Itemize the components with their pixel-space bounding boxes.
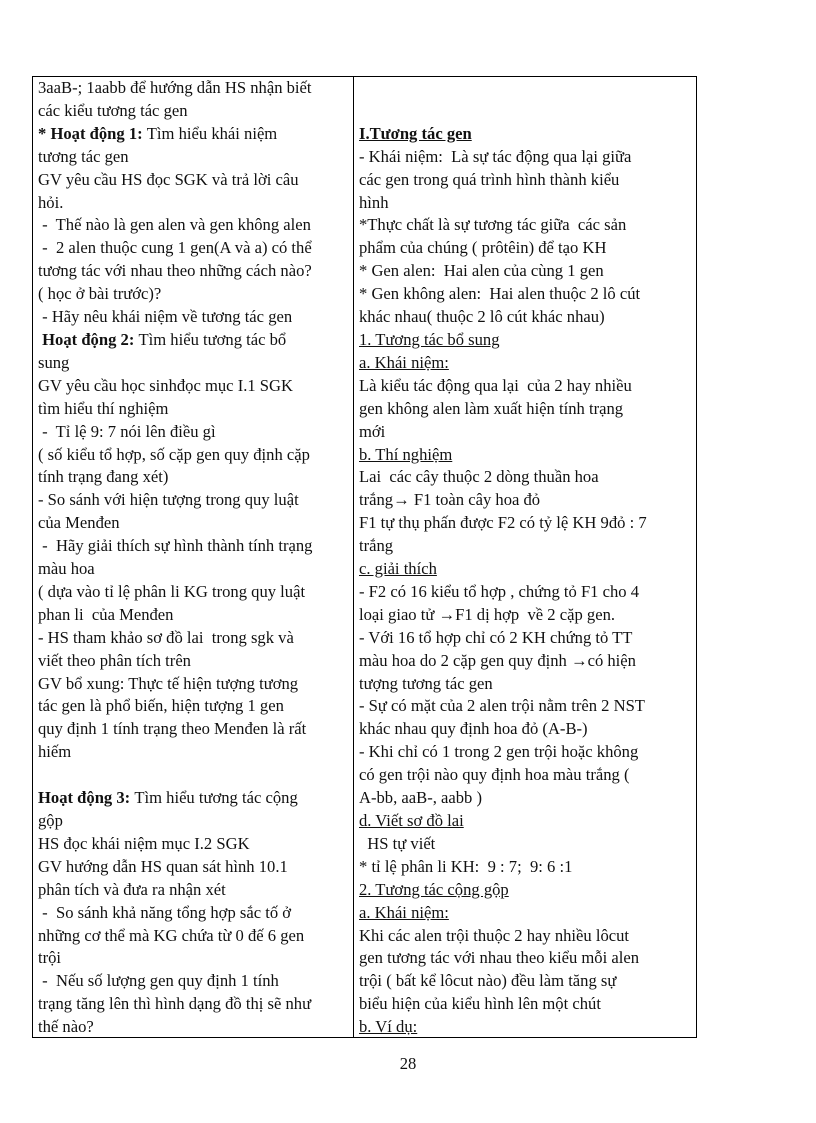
text-segment: HS tự viết	[359, 833, 436, 853]
text-segment: - So sánh với hiện tượng trong quy luật	[38, 490, 299, 510]
right-column-line	[359, 123, 692, 146]
text-segment: màu hoa do 2 cặp gen quy định →có hiện	[359, 650, 636, 670]
left-column-line	[38, 718, 349, 741]
left-column-line	[38, 237, 349, 260]
right-column-line	[359, 1016, 692, 1039]
right-column-line	[359, 695, 692, 718]
text-segment: tìm hiểu thí nghiệm	[38, 398, 169, 418]
right-column-line	[359, 535, 692, 558]
text-segment: b. Ví dụ:	[359, 1017, 418, 1037]
text-segment: I.Tương tác gen	[359, 123, 472, 143]
right-column-line	[359, 512, 692, 535]
left-column-line	[38, 77, 349, 100]
text-segment: có gen trội nào quy định hoa màu trắng (	[359, 765, 630, 785]
left-column-line	[38, 833, 349, 856]
left-column-line	[38, 1016, 349, 1039]
text-segment: F1 tự thụ phấn được F2 có tỷ lệ KH 9đỏ : 7	[359, 513, 647, 533]
left-column-line	[38, 169, 349, 192]
text-segment: hỏi.	[38, 192, 64, 212]
text-segment: - F2 có 16 kiểu tổ hợp , chứng tỏ F1 cho 4	[359, 581, 640, 601]
right-column-line	[359, 925, 692, 948]
text-segment: A-bb, aaB-, aabb )	[359, 788, 483, 808]
right-column-line	[359, 444, 692, 467]
text-segment: d. Viết sơ đồ lai	[359, 811, 464, 830]
right-column-line	[359, 169, 692, 192]
left-column-line	[38, 856, 349, 879]
text-segment: trắng→ F1 toàn cây hoa đỏ	[359, 490, 541, 510]
text-segment: 2. Tương tác cộng gộp	[359, 879, 509, 899]
text-segment: trắng	[359, 536, 394, 556]
left-column-line	[38, 764, 349, 787]
left-column-line	[38, 787, 349, 810]
right-column-line	[359, 146, 692, 169]
right-column-line	[359, 764, 692, 787]
left-column-line	[38, 558, 349, 581]
text-segment: GV hướng dẫn HS quan sát hình 10.1	[38, 856, 288, 876]
text-segment: - Nếu số lượng gen quy định 1 tính	[38, 971, 279, 991]
right-column-line	[359, 375, 692, 398]
text-segment: - 2 alen thuộc cung 1 gen(A và a) có thể	[38, 238, 312, 258]
text-segment: 3aaB-; 1aabb để hướng dẫn HS nhận biết	[38, 78, 312, 97]
text-segment: tác gen là phổ biến, hiện tượng 1 gen	[38, 696, 284, 716]
text-segment: phẩm của chúng ( prôtêin) để tạo KH	[359, 238, 607, 258]
text-segment: tương tác gen	[38, 146, 129, 166]
left-column-line	[38, 260, 349, 283]
left-column-line	[38, 947, 349, 970]
right-column-line	[359, 833, 692, 856]
right-column-line	[359, 192, 692, 215]
right-column-line	[359, 902, 692, 925]
text-segment: - Khái niệm: Là sự tác động qua lại giữa	[359, 146, 632, 166]
text-segment: trội ( bất kể lôcut nào) đều làm tăng sự	[359, 971, 617, 991]
text-segment: phân tích và đưa ra nhận xét	[38, 879, 226, 899]
right-column-line	[359, 627, 692, 650]
text-segment: Tìm hiểu khái niệm	[146, 123, 278, 143]
text-segment: các kiểu tương tác gen	[38, 100, 188, 120]
text-segment: mới	[359, 421, 386, 441]
left-column-line	[38, 810, 349, 833]
left-column-line	[38, 512, 349, 535]
text-segment: GV yêu cầu học sinhđọc mục I.1 SGK	[38, 375, 294, 395]
text-segment: * Gen alen: Hai alen của cùng 1 gen	[359, 261, 604, 281]
right-column-line	[359, 581, 692, 604]
right-column-line	[359, 421, 692, 444]
text-segment: * tỉ lệ phân li KH: 9 : 7; 9: 6 :1	[359, 856, 573, 876]
text-segment: trội	[38, 948, 62, 968]
left-column-line	[38, 993, 349, 1016]
right-column-line	[359, 398, 692, 421]
left-column-line	[38, 970, 349, 993]
text-segment: các gen trong quá trình hình thành kiểu	[359, 169, 620, 189]
text-segment: *Thực chất là sự tương tác giữa các sản	[359, 215, 627, 235]
text-segment: Khi các alen trội thuộc 2 hay nhiều lôcut	[359, 925, 630, 945]
right-column-line	[359, 352, 692, 375]
right-column-line	[359, 558, 692, 581]
right-column-line	[359, 214, 692, 237]
text-segment: khác nhau( thuộc 2 lô cút khác nhau)	[359, 307, 605, 327]
left-column-line	[38, 741, 349, 764]
lesson-content-column	[354, 77, 696, 1037]
right-column-line	[359, 283, 692, 306]
text-segment: GV yêu cầu HS đọc SGK và trả lời câu	[38, 169, 299, 189]
text-segment: ( học ở bài trước)?	[38, 284, 162, 304]
right-column-line	[359, 787, 692, 810]
text-segment: phan li của Menđen	[38, 604, 174, 624]
right-column-line	[359, 260, 692, 283]
right-column-line	[359, 810, 692, 833]
text-segment: * Gen không alen: Hai alen thuộc 2 lô cút	[359, 284, 641, 304]
text-segment: tương tác với nhau theo những cách nào?	[38, 261, 312, 281]
left-column-line	[38, 925, 349, 948]
left-column-line	[38, 627, 349, 650]
text-segment: 1. Tương tác bổ sung	[359, 329, 500, 349]
left-column-line	[38, 581, 349, 604]
right-column-line	[359, 741, 692, 764]
left-column-line	[38, 421, 349, 444]
text-segment: sung	[38, 352, 70, 372]
left-column-line	[38, 306, 349, 329]
right-column-line	[359, 329, 692, 352]
left-column-line	[38, 352, 349, 375]
right-column-line	[359, 947, 692, 970]
text-segment: tượng tương tác gen	[359, 673, 493, 693]
text-segment: tính trạng đang xét)	[38, 467, 169, 487]
text-segment: trạng tăng lên thì hình dạng đồ thị sẽ như	[38, 994, 312, 1014]
right-column-line	[359, 77, 692, 100]
left-column-line	[38, 695, 349, 718]
left-column-line	[38, 375, 349, 398]
text-segment: gen tương tác với nhau theo kiểu mỗi alen	[359, 948, 639, 968]
text-segment: hình	[359, 192, 389, 212]
text-segment: * Hoạt động 1:	[38, 123, 147, 143]
text-segment: - Khi chỉ có 1 trong 2 gen trội hoặc không	[359, 742, 639, 762]
right-column-line	[359, 879, 692, 902]
text-segment: - HS tham khảo sơ đồ lai trong sgk và	[38, 627, 294, 647]
text-segment: a. Khái niệm:	[359, 902, 449, 922]
left-column-line	[38, 489, 349, 512]
text-segment: ( dựa vào tỉ lệ phân li KG trong quy luật	[38, 581, 306, 601]
left-column-line	[38, 879, 349, 902]
right-column-line	[359, 673, 692, 696]
text-segment: của Menđen	[38, 513, 120, 533]
right-column-line	[359, 604, 692, 627]
right-column-line	[359, 993, 692, 1016]
right-column-line	[359, 237, 692, 260]
left-column-line	[38, 146, 349, 169]
left-column-line	[38, 283, 349, 306]
text-segment: khác nhau quy định hoa đỏ (A-B-)	[359, 719, 588, 739]
left-column-line	[38, 650, 349, 673]
text-segment: màu hoa	[38, 559, 95, 579]
text-segment: a. Khái niệm:	[359, 352, 449, 372]
text-segment: c. giải thích	[359, 559, 437, 579]
text-segment: gộp	[38, 811, 63, 830]
left-column-line	[38, 673, 349, 696]
right-column-line	[359, 718, 692, 741]
text-segment: - So sánh khả năng tổng hợp sắc tố ở	[38, 902, 292, 922]
text-segment: Lai các cây thuộc 2 dòng thuần hoa	[359, 467, 599, 487]
text-segment: Hoạt động 3:	[38, 788, 135, 808]
right-column-line	[359, 856, 692, 879]
text-segment: Là kiểu tác động qua lại của 2 hay nhiều	[359, 375, 632, 395]
text-segment: HS đọc khái niệm mục I.2 SGK	[38, 833, 250, 853]
right-column-line	[359, 650, 692, 673]
text-segment: thế nào?	[38, 1017, 94, 1037]
left-column-line	[38, 214, 349, 237]
left-column-line	[38, 902, 349, 925]
left-column-line	[38, 100, 349, 123]
text-segment: Tìm hiểu tương tác bổ	[138, 329, 287, 349]
text-segment: Hoạt động 2:	[38, 329, 139, 349]
text-segment: quy định 1 tính trạng theo Menđen là rất	[38, 719, 307, 739]
text-segment: những cơ thể mà KG chứa từ 0 đế 6 gen	[38, 925, 305, 945]
left-column-line	[38, 535, 349, 558]
left-column-line	[38, 192, 349, 215]
teacher-student-activities-column	[33, 77, 354, 1037]
text-segment: - Với 16 tổ hợp chỉ có 2 KH chứng tỏ TT	[359, 627, 633, 647]
left-column-line	[38, 444, 349, 467]
text-segment: biểu hiện của kiểu hình lên một chút	[359, 994, 601, 1014]
page-number: 28	[399, 1054, 417, 1073]
lesson-table	[32, 76, 697, 1038]
text-segment: - Thế nào là gen alen và gen không alen	[38, 215, 311, 235]
left-column-line	[38, 398, 349, 421]
text-segment: - Tỉ lệ 9: 7 nói lên điều gì	[38, 421, 216, 441]
right-column-line	[359, 306, 692, 329]
text-segment: - Sự có mặt của 2 alen trội nằm trên 2 NST	[359, 696, 645, 716]
text-segment: gen không alen làm xuất hiện tính trạng	[359, 398, 624, 418]
text-segment: Tìm hiểu tương tác cộng	[134, 788, 298, 808]
text-segment: - Hãy giải thích sự hình thành tính trạng	[38, 536, 313, 556]
right-column-line	[359, 970, 692, 993]
right-column-line	[359, 466, 692, 489]
left-column-line	[38, 123, 349, 146]
text-segment: loại giao tử →F1 dị hợp về 2 cặp gen.	[359, 604, 616, 624]
left-column-line	[38, 466, 349, 489]
left-column-line	[38, 329, 349, 352]
text-segment: b. Thí nghiệm	[359, 444, 453, 464]
right-column-line	[359, 100, 692, 123]
left-column-line	[38, 604, 349, 627]
text-segment: viết theo phân tích trên	[38, 650, 191, 670]
text-segment: hiếm	[38, 742, 72, 762]
text-segment: ( số kiểu tổ hợp, số cặp gen quy định cặp	[38, 444, 310, 464]
text-segment: - Hãy nêu khái niệm về tương tác gen	[38, 307, 293, 327]
right-column-line	[359, 489, 692, 512]
text-segment: GV bổ xung: Thực tế hiện tượng tương	[38, 673, 299, 693]
